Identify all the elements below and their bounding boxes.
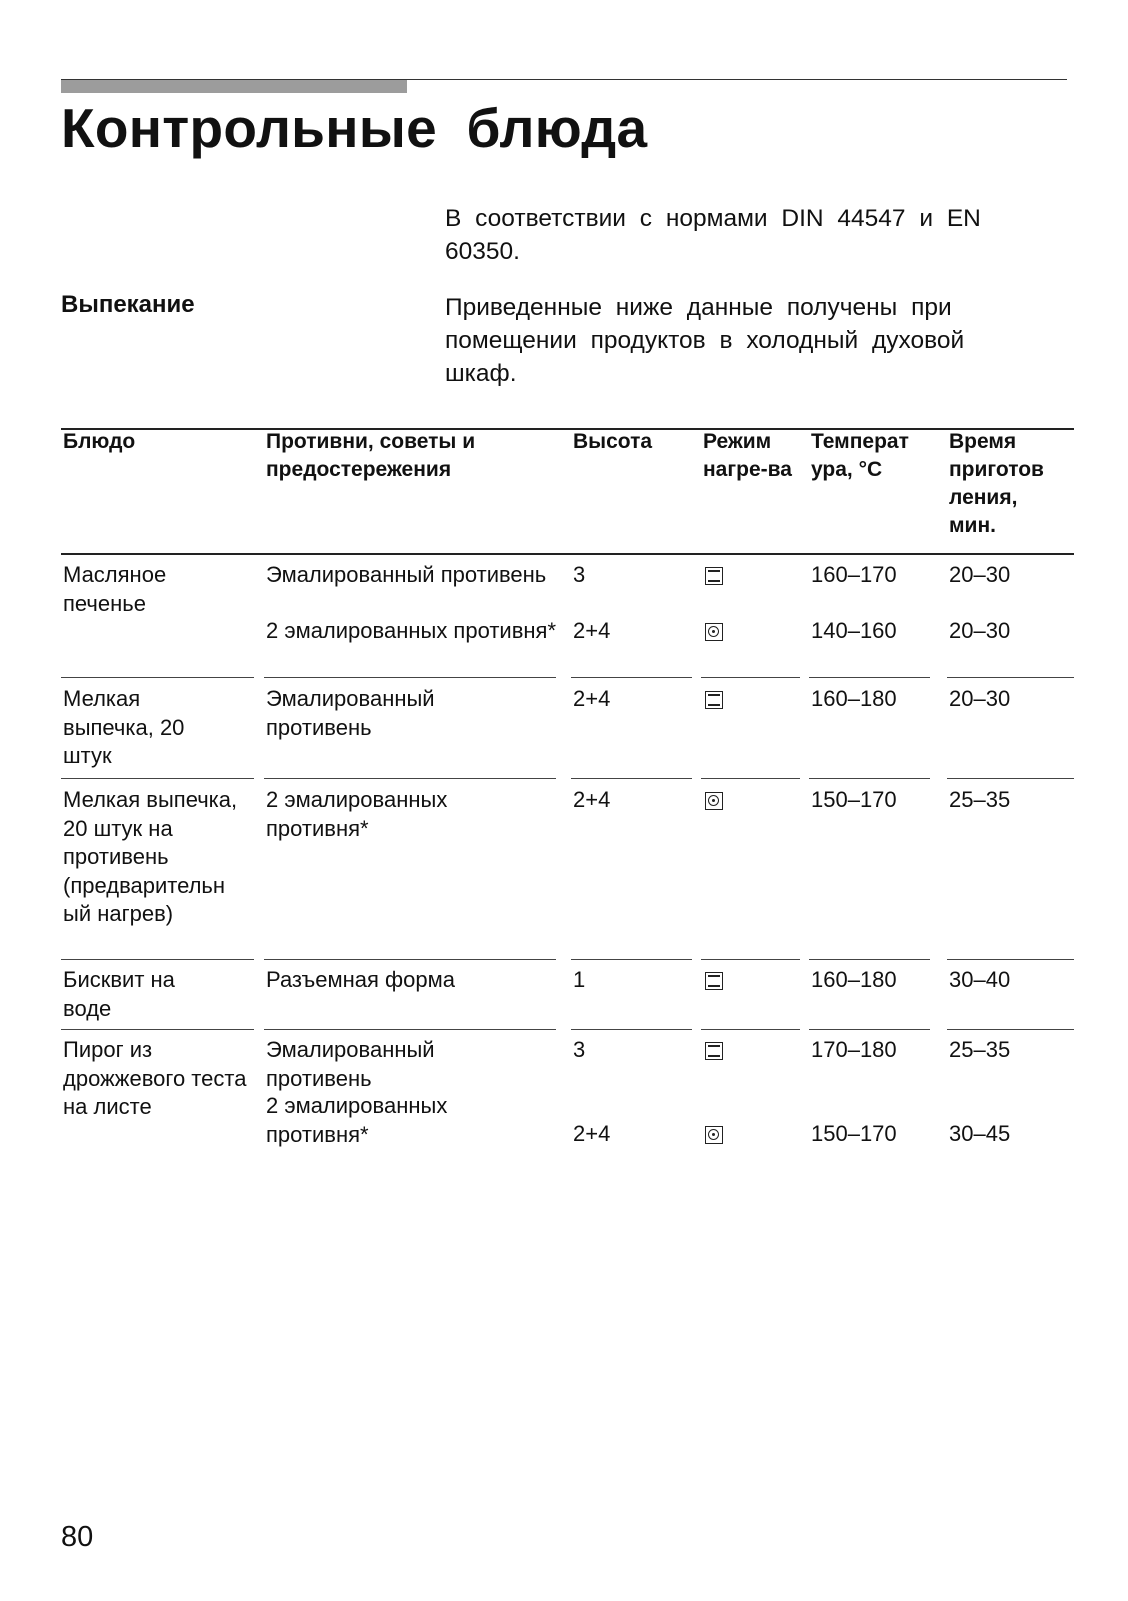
section-heading: Выпекание: [61, 291, 195, 318]
row-divider: [264, 778, 556, 779]
header-mode: Режим нагре-ва: [703, 430, 792, 481]
height-cell: 1: [573, 967, 586, 992]
tray-cell: 2 эмалированных противня*: [266, 1093, 448, 1147]
header-bottom-rule: [61, 553, 1074, 555]
height-cell: 2+4: [573, 1121, 611, 1146]
intro-text: В соответствии с нормами DIN 44547 и EN 60350.: [445, 205, 981, 265]
header-temperature: Температ ура, °C: [811, 430, 909, 481]
row-divider: [571, 778, 692, 779]
temperature-cell: 160–170: [811, 562, 897, 587]
height-cell: 2+4: [573, 787, 611, 812]
header-trays: Противни, советы и предостережения: [266, 430, 476, 481]
time-cell: 20–30: [949, 686, 1011, 711]
time-cell: 25–35: [949, 1037, 1011, 1062]
dish-name: Пирог из дрожжевого теста на листе: [63, 1037, 247, 1119]
tray-cell: Разъемная форма: [266, 967, 455, 992]
page-number: 80: [61, 1521, 94, 1553]
height-cell: 2+4: [573, 618, 611, 643]
header-dish: Блюдо: [63, 430, 136, 453]
conventional-heat-icon: [705, 567, 723, 585]
row-divider: [571, 677, 692, 678]
dish-name: Бисквит на воде: [63, 967, 175, 1021]
row-divider: [809, 1029, 930, 1030]
dish-name: Мелкая выпечка, 20 штук: [63, 686, 185, 768]
temperature-cell: 160–180: [811, 686, 897, 711]
page-title: Контрольные блюда: [61, 97, 648, 159]
tray-cell: Эмалированный противень: [266, 562, 547, 587]
temperature-cell: 150–170: [811, 1121, 897, 1146]
section-text: Приведенные ниже данные получены при помещении продуктов в холодный духовой шкаф.: [445, 294, 965, 387]
time-cell: 20–30: [949, 562, 1011, 587]
height-cell: 3: [573, 562, 586, 587]
temperature-cell: 150–170: [811, 787, 897, 812]
temperature-cell: 160–180: [811, 967, 897, 992]
row-divider: [947, 677, 1074, 678]
row-divider: [947, 1029, 1074, 1030]
height-cell: 3: [573, 1037, 586, 1062]
header-time: Время приготов ления, мин.: [949, 430, 1044, 537]
hot-air-fan-icon: [705, 792, 723, 810]
height-cell: 2+4: [573, 686, 611, 711]
temperature-cell: 170–180: [811, 1037, 897, 1062]
time-cell: 30–45: [949, 1121, 1011, 1146]
row-divider: [809, 677, 930, 678]
row-divider: [701, 959, 800, 960]
conventional-heat-icon: [705, 1042, 723, 1060]
row-divider: [701, 778, 800, 779]
conventional-heat-icon: [705, 691, 723, 709]
row-divider: [61, 1029, 254, 1030]
header-accent-bar: [61, 80, 407, 93]
row-divider: [571, 959, 692, 960]
hot-air-fan-icon: [705, 1126, 723, 1144]
time-cell: 25–35: [949, 787, 1011, 812]
row-divider: [701, 1029, 800, 1030]
temperature-cell: 140–160: [811, 618, 897, 643]
time-cell: 20–30: [949, 618, 1011, 643]
time-cell: 30–40: [949, 967, 1011, 992]
row-divider: [947, 778, 1074, 779]
conventional-heat-icon: [705, 972, 723, 990]
tray-cell: 2 эмалированных противня*: [266, 787, 448, 841]
header-height: Высота: [573, 430, 653, 453]
row-divider: [701, 677, 800, 678]
tray-cell: Эмалированный противень: [266, 1037, 435, 1091]
row-divider: [809, 959, 930, 960]
row-divider: [61, 778, 254, 779]
dish-name: Масляное печенье: [63, 562, 167, 616]
hot-air-fan-icon: [705, 623, 723, 641]
tray-cell: 2 эмалированных противня*: [266, 618, 557, 643]
row-divider: [264, 959, 556, 960]
dish-name: Мелкая выпечка, 20 штук на противень (предварительн ый нагрев): [63, 787, 238, 926]
row-divider: [571, 1029, 692, 1030]
row-divider: [264, 677, 556, 678]
tray-cell: Эмалированный противень: [266, 686, 435, 740]
row-divider: [264, 1029, 556, 1030]
row-divider: [61, 677, 254, 678]
row-divider: [947, 959, 1074, 960]
row-divider: [61, 959, 254, 960]
row-divider: [809, 778, 930, 779]
